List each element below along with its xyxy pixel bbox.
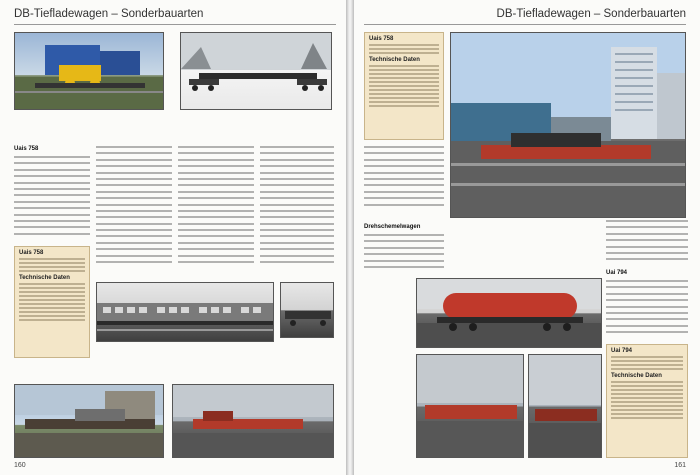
photo-illustration (417, 279, 602, 348)
header-rule (14, 24, 336, 25)
body-text-column (606, 280, 688, 340)
photo-illustration (529, 355, 602, 458)
photo-illustration (97, 283, 274, 342)
technical-data-box (606, 344, 688, 458)
photo-illustration (15, 33, 164, 110)
running-head-right: DB-Tiefladewagen – Sonderbauarten (496, 8, 686, 20)
photo-caption (172, 364, 334, 382)
technical-data-box (364, 32, 444, 140)
photo-wagon-city-skyline (450, 32, 686, 218)
section-heading: Uai 794 (606, 270, 628, 276)
photo-yellow-machine-wagon (14, 32, 164, 110)
body-text-column (14, 156, 90, 244)
body-text-column (606, 220, 688, 268)
page-number-left: 160 (14, 462, 26, 469)
factbox-title: Uais 758 (19, 250, 44, 256)
body-text-column (96, 146, 172, 276)
photo-caption (528, 344, 602, 354)
photo-caption (180, 112, 332, 142)
body-text-column (364, 146, 444, 216)
photo-caption (450, 220, 600, 232)
running-head-left: DB-Tiefladewagen – Sonderbauarten (14, 8, 204, 20)
photo-caption (364, 278, 412, 348)
factbox-section: Technische Daten (611, 373, 662, 379)
photo-illustration (417, 355, 524, 458)
photo-caption (14, 364, 164, 382)
photo-bw-passenger-train (96, 282, 274, 342)
photo-caption (14, 112, 164, 142)
left-page (0, 0, 346, 475)
right-page (354, 0, 700, 475)
photo-caption (280, 272, 334, 282)
photo-bw-wagon-small (280, 282, 334, 338)
section-heading: Uais 758 (14, 146, 39, 152)
body-text-column (260, 146, 334, 276)
photo-wagon-yard (172, 384, 334, 458)
factbox-section: Technische Daten (19, 275, 70, 281)
photo-illustration (181, 33, 332, 110)
page-number-right: 161 (674, 462, 686, 469)
photo-illustration (173, 385, 334, 458)
book-gutter (346, 0, 354, 475)
photo-red-tank-wagon (416, 278, 602, 348)
header-rule (364, 24, 686, 25)
photo-rail-yard-bottom (528, 354, 602, 458)
body-text-column (364, 234, 444, 274)
photo-illustration (281, 283, 334, 338)
photo-illustration (451, 33, 686, 218)
factbox-title: Uai 794 (611, 348, 633, 354)
photo-bw-snow-wagon (180, 32, 332, 110)
photo-illustration (15, 385, 164, 458)
photo-wagon-station (14, 384, 164, 458)
photo-wagon-station-bottom (416, 354, 524, 458)
factbox-title: Uais 758 (369, 36, 394, 42)
body-text-column (178, 146, 254, 276)
photo-caption (364, 352, 412, 428)
section-heading: Drehschemelwagen (364, 224, 421, 230)
factbox-section: Technische Daten (369, 57, 420, 63)
technical-data-box (14, 246, 90, 358)
